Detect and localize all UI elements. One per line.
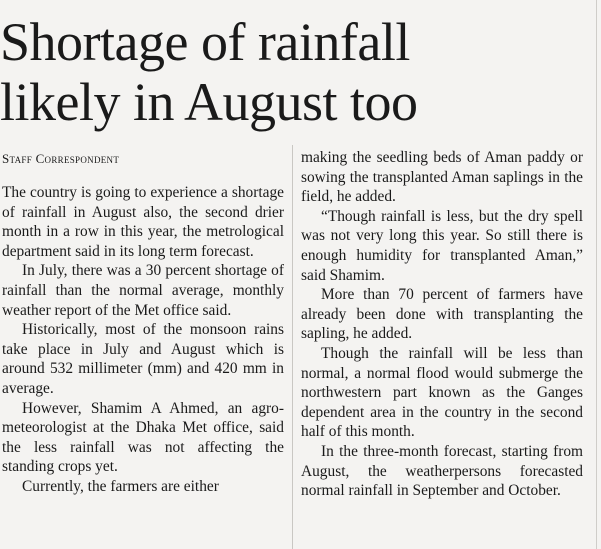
paragraph: “Though rainfall is less, but the dry spell was not very long this year. So still there is enough humidity for transplanted Aman,” said Shamim. (301, 207, 583, 284)
byline: Staff Correspondent (2, 151, 120, 166)
paragraph: In July, there was a 30 percent shortage of rainfall than the normal average, monthly weather report of the Met office said. (2, 262, 284, 319)
paragraph: In the three-month forecast, starting from August, the weatherpersons forecasted normal rainfall in September and October. (301, 442, 583, 500)
paragraph: The country is going to experience a shortage of rainfall in August also, the second drier month in a row in this year, the metrological department said in its long term forecast. (2, 184, 284, 260)
paragraph: However, Shamim A Ahmed, an agro-meteorologist at the Dhaka Met office, said the less rainfall was not affecting the standing crops yet. (2, 399, 284, 476)
right-column (301, 148, 583, 501)
paragraph: Currently, the farmers are either (22, 477, 219, 495)
page-edge-divider (596, 0, 597, 549)
left-column (2, 183, 284, 497)
paragraph: making the seedling beds of Aman paddy or sowing the transplanted Aman saplings in the field, he added. (301, 149, 583, 206)
paragraph: Historically, most of the monsoon rains take place in July and August which is around 532 millimeter (mm) and 420 mm in average. (2, 321, 284, 397)
headline-line-1: Shortage of rainfall (0, 12, 410, 72)
headline (0, 12, 600, 132)
headline-line-2: likely in August too (0, 72, 418, 132)
column-divider (292, 145, 293, 549)
paragraph: Though the rainfall will be less than normal, a normal flood would submerge the northwestern part known as the Ganges dependent area in the country in the second half of this month. (301, 344, 583, 441)
paragraph: More than 70 percent of farmers have already been done with transplanting the sapling, he added. (301, 286, 583, 343)
